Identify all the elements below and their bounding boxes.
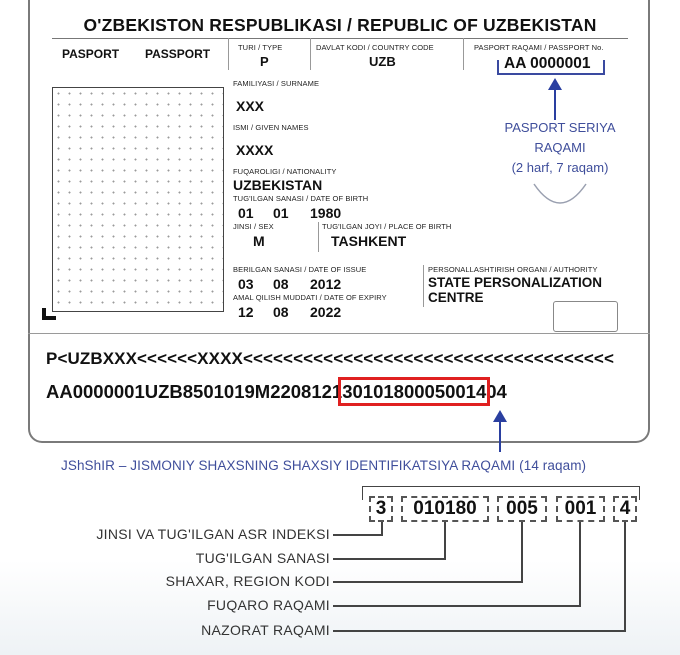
mrz-line2 [46,381,507,403]
issue-day: 03 [238,276,254,292]
nationality-label: FUQAROLIGI / NATIONALITY [233,167,337,176]
part-label-region-code: SHAXAR, REGION KODI [165,573,330,589]
part-label-birth-date: TUG'ILGAN SANASI [195,550,330,566]
given-names-label: ISMI / GIVEN NAMES [233,123,309,132]
field-divider [310,38,311,70]
country-code-label: DAVLAT KODI / COUNTRY CODE [316,43,434,52]
place-of-birth-label: TUG'ILGAN JOYI / PLACE OF BIRTH [322,222,452,231]
surname-value: XXX [236,98,265,114]
mrz-line2-prefix: AA0000001UZB8501019M2208121 [46,381,343,402]
leader-line [333,605,581,607]
pinfl-segment-region-code: 005 [497,496,547,522]
expiry-date-label: AMAL QILISH MUDDATI / DATE OF EXPIRY [233,293,387,302]
field-divider [318,222,319,252]
mrz-line2-suffix: 04 [486,381,507,402]
doc-type-uz: PASPORT [62,47,120,61]
dob-day: 01 [238,205,254,221]
surname-label: FAMILIYASI / SURNAME [233,79,320,88]
dob-month: 01 [273,205,289,221]
authority-value-line1: STATE PERSONALIZATION [428,275,602,290]
pinfl-arrow [488,408,512,454]
sex-value: M [253,233,265,249]
leader-line [521,522,523,582]
field-divider [423,265,424,307]
signature-box [553,301,618,332]
nationality-value: UZBEKISTAN [233,177,323,193]
dob-year: 1980 [310,205,342,221]
leader-line [333,581,523,583]
passport-no-arrow [540,76,570,122]
authority-label: PERSONALLASHTIRISH ORGANI / AUTHORITY [428,265,598,274]
pinfl-segment-birth-date: 010180 [401,496,489,522]
expiry-year: 2022 [310,304,342,320]
annotation-line2: RAQAMI [534,140,586,155]
header-divider [52,38,628,39]
annotation-curve [530,178,590,214]
type-label: TURI / TYPE [238,43,283,52]
leader-line [579,522,581,606]
part-label-check-digit: NAZORAT RAQAMI [201,622,330,638]
pinfl-segment-gender-century: 3 [369,496,393,522]
mrz-divider [28,333,650,334]
expiry-month: 08 [273,304,289,320]
mrz-line1: P<UZBXXX<<<<<<XXXX<<<<<<<<<<<<<<<<<<<<<<<<<<<<<<<<<<<<< [46,349,614,368]
background-gradient [0,560,680,655]
doc-type-en: PASSPORT [145,47,211,61]
type-value: P [260,54,269,69]
annotation-line1: PASPORT SERIYA [504,120,616,135]
authority-value-line2: CENTRE [428,290,484,305]
dob-label: TUG'ILGAN SANASI / DATE OF BIRTH [233,194,369,203]
given-names-value: XXXX [236,142,274,158]
issue-month: 08 [273,276,289,292]
leader-line [333,558,446,560]
passport-no-bracket [497,60,605,75]
passport-no-label: PASPORT RAQAMI / PASSPORT No. [474,43,604,52]
country-code-value: UZB [369,54,396,69]
field-divider [463,38,464,70]
photo-corner-mark [42,308,56,320]
annotation-line3: (2 harf, 7 raqam) [511,160,609,175]
issue-year: 2012 [310,276,342,292]
issue-date-label: BERILGAN SANASI / DATE OF ISSUE [233,265,367,274]
leader-line [624,522,626,631]
part-label-citizen-number: FUQARO RAQAMI [207,597,330,613]
leader-line [333,534,383,536]
pinfl-segment-check-digit: 4 [613,496,637,522]
sex-label: JINSI / SEX [233,222,274,231]
leader-line [444,522,446,559]
photo-placeholder [52,87,224,312]
leader-line [333,630,626,632]
pinfl-title: JShShIR – JISMONIY SHAXSNING SHAXSIY IDENTIFIKATSIYA RAQAMI (14 raqam) [61,458,587,473]
mrz-pinfl-highlight: 30101800050014 [342,381,487,402]
field-divider [228,38,229,70]
place-of-birth-value: TASHKENT [331,233,407,249]
expiry-day: 12 [238,304,254,320]
passport-no-value: AA 0000001 [504,55,591,72]
pinfl-segment-citizen-number: 001 [556,496,605,522]
part-label-gender-century: JINSI VA TUG'ILGAN ASR INDEKSI [96,526,330,542]
passport-header-title: O'ZBEKISTON RESPUBLIKASI / REPUBLIC OF UZBEKISTAN [83,15,597,35]
